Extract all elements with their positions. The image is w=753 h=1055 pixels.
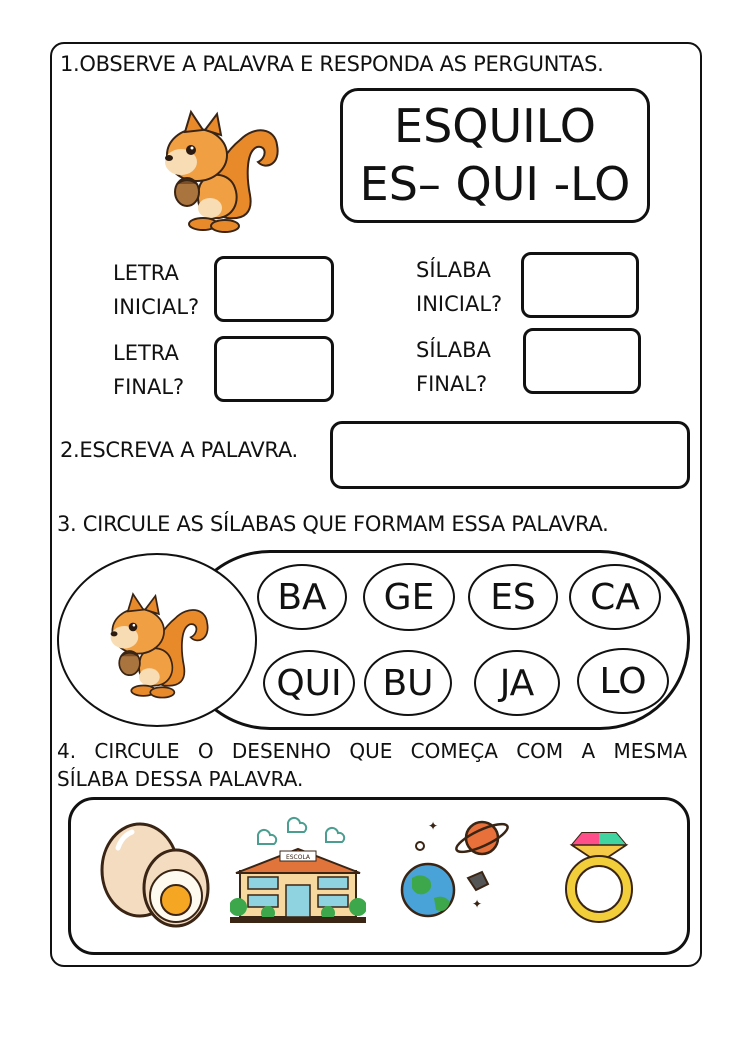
syllable-option-ja[interactable]: JA xyxy=(474,650,560,716)
syllable-option-bu[interactable]: BU xyxy=(364,650,452,716)
squirrel-illustration xyxy=(102,578,214,706)
word-syllables: ES– QUI -LO xyxy=(359,157,631,211)
syllable-option-qui[interactable]: QUI xyxy=(263,650,355,716)
write-word-answer-box[interactable] xyxy=(330,421,690,489)
word-title: ESQUILO xyxy=(394,99,596,153)
syllable-option-ca[interactable]: CA xyxy=(569,564,661,630)
question-1-instruction: 1.OBSERVE A PALAVRA E RESPONDA AS PERGUNTAS. xyxy=(60,52,604,76)
eggs-picture[interactable] xyxy=(96,818,216,930)
squirrel-illustration xyxy=(155,100,285,235)
school-sign-text: ESCOLA xyxy=(285,854,311,861)
school-picture[interactable] xyxy=(230,815,366,927)
syllable-option-ge[interactable]: GE xyxy=(363,563,455,631)
syllable-option-es[interactable]: ES xyxy=(468,564,558,630)
syllable-option-lo[interactable]: LO xyxy=(577,648,669,714)
question-4-instruction-line2: SÍLABA DESSA PALAVRA. xyxy=(57,767,304,791)
first-letter-label: LETRA INICIAL? xyxy=(113,261,200,319)
svg-text:✦: ✦ xyxy=(428,819,439,833)
first-syllable-answer-box[interactable] xyxy=(521,252,639,318)
question-3-instruction: 3. CIRCULE AS SÍLABAS QUE FORMAM ESSA PALAVRA. xyxy=(57,512,609,536)
question-4-instruction-line1: 4. CIRCULE O DESENHO QUE COMEÇA COM A MESMA xyxy=(57,739,687,763)
ring-picture[interactable] xyxy=(560,825,638,925)
first-letter-answer-box[interactable] xyxy=(214,256,334,322)
last-letter-label: LETRA FINAL? xyxy=(113,341,185,399)
last-letter-answer-box[interactable] xyxy=(214,336,334,402)
svg-text:✦: ✦ xyxy=(472,897,483,911)
planets-picture[interactable] xyxy=(398,812,520,924)
last-syllable-label: SÍLABA FINAL? xyxy=(416,338,491,396)
word-display-box xyxy=(340,88,650,223)
syllable-option-ba[interactable]: BA xyxy=(257,564,347,630)
question-2-instruction: 2.ESCREVA A PALAVRA. xyxy=(60,438,298,462)
first-syllable-label: SÍLABA INICIAL? xyxy=(416,258,503,316)
last-syllable-answer-box[interactable] xyxy=(523,328,641,394)
